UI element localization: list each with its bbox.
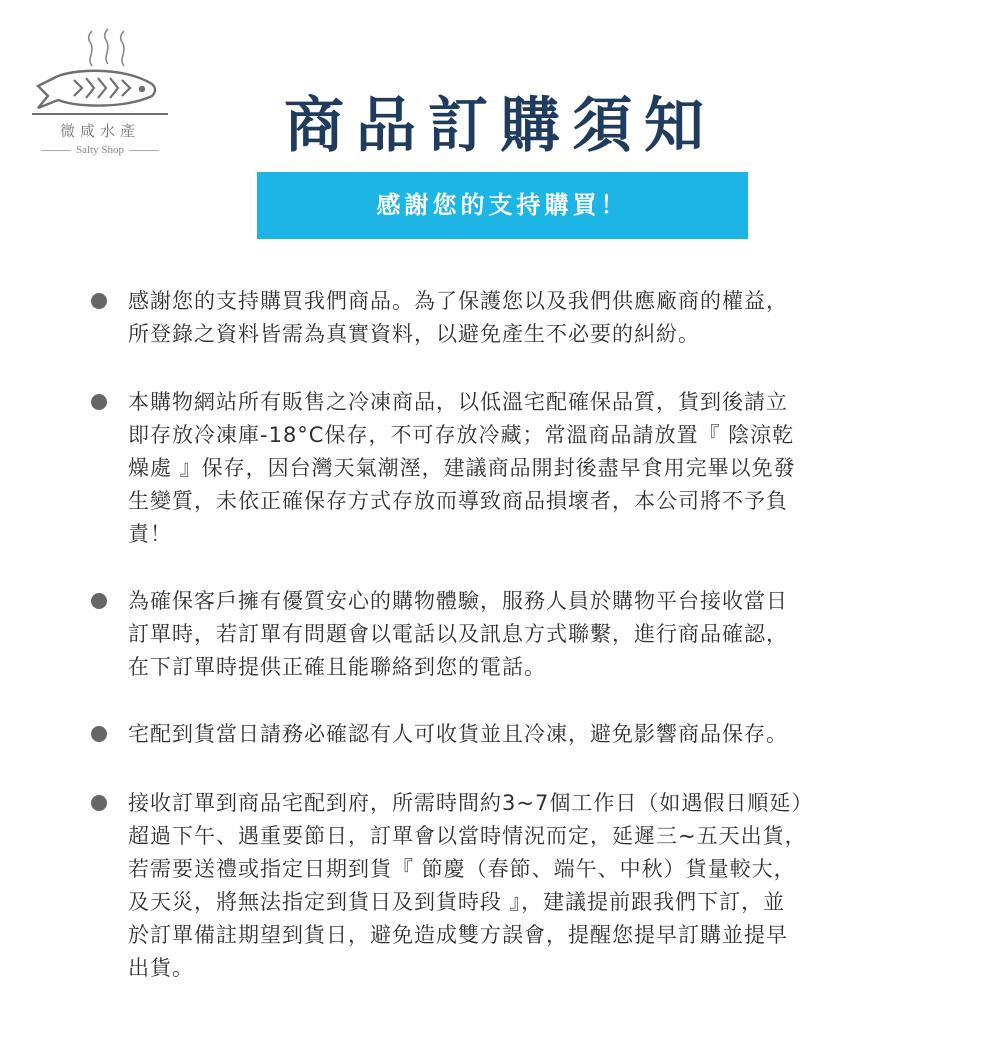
notice-line: 及天災，將無法指定到貨日及到貨時段 』，建議提前跟我們下訂，並 (128, 890, 786, 914)
notice-line: 宅配到貨當日請務必確認有人可收貨並且冷凍，避免影響商品保存。 (128, 722, 788, 746)
notice-line: 接收訂單到商品宅配到府，所需時間約3~7個工作日（如遇假日順延） (128, 791, 814, 815)
bullet-dot (91, 593, 107, 609)
notice-line: 超過下午、遇重要節日，訂單會以當時情況而定，延遲三~五天出貨， (128, 824, 807, 848)
notice-line: 出貨。 (128, 956, 194, 980)
thanks-banner: 感謝您的支持購買！ (257, 172, 748, 239)
page-title: 商品訂購須知 (284, 91, 716, 161)
notice-text (128, 386, 918, 551)
notice-line: 生變質，未依正確保存方式存放而導致商品損壞者，本公司將不予負 (128, 489, 788, 513)
bullet-dot (91, 726, 107, 742)
notice-line: 感謝您的支持購買我們商品。為了保護您以及我們供應廠商的權益， (128, 289, 788, 313)
bullet-dot (91, 293, 107, 309)
logo-subtitle: Salty Shop (30, 144, 170, 156)
notice-line: 即存放冷凍庫-18°C保存，不可存放冷藏；常溫商品請放置『 陰涼乾 (128, 423, 795, 447)
notice-text (128, 285, 918, 351)
notice-text (128, 787, 918, 985)
notice-line: 本購物網站所有販售之冷凍商品，以低溫宅配確保品質，貨到後請立 (128, 390, 788, 414)
logo-name: 微咸水產 (59, 122, 140, 140)
bullet-dot (91, 394, 107, 410)
notice-line: 為確保客戶擁有優質安心的購物體驗，服務人員於購物平台接收當日 (128, 589, 788, 613)
bullet-dot (91, 795, 107, 811)
notice-line: 燥處 』保存，因台灣天氣潮溼，建議商品開封後盡早食用完畢以免發 (128, 456, 796, 480)
notice-text (128, 585, 918, 684)
notice-line: 訂單時，若訂單有問題會以電話以及訊息方式聯繫，進行商品確認， (128, 622, 788, 646)
notice-line: 責！ (128, 522, 172, 546)
notice-text (128, 718, 918, 751)
notice-line: 若需要送禮或指定日期到貨『 節慶（春節、端午、中秋）貨量較大， (128, 857, 796, 881)
notice-line: 所登錄之資料皆需為真實資料，以避免產生不必要的糾紛。 (128, 322, 700, 346)
notice-line: 在下訂單時提供正確且能聯絡到您的電話。 (128, 655, 546, 679)
notice-line: 於訂單備註期望到貨日，避免造成雙方誤會，提醒您提早訂購並提早 (128, 923, 788, 947)
